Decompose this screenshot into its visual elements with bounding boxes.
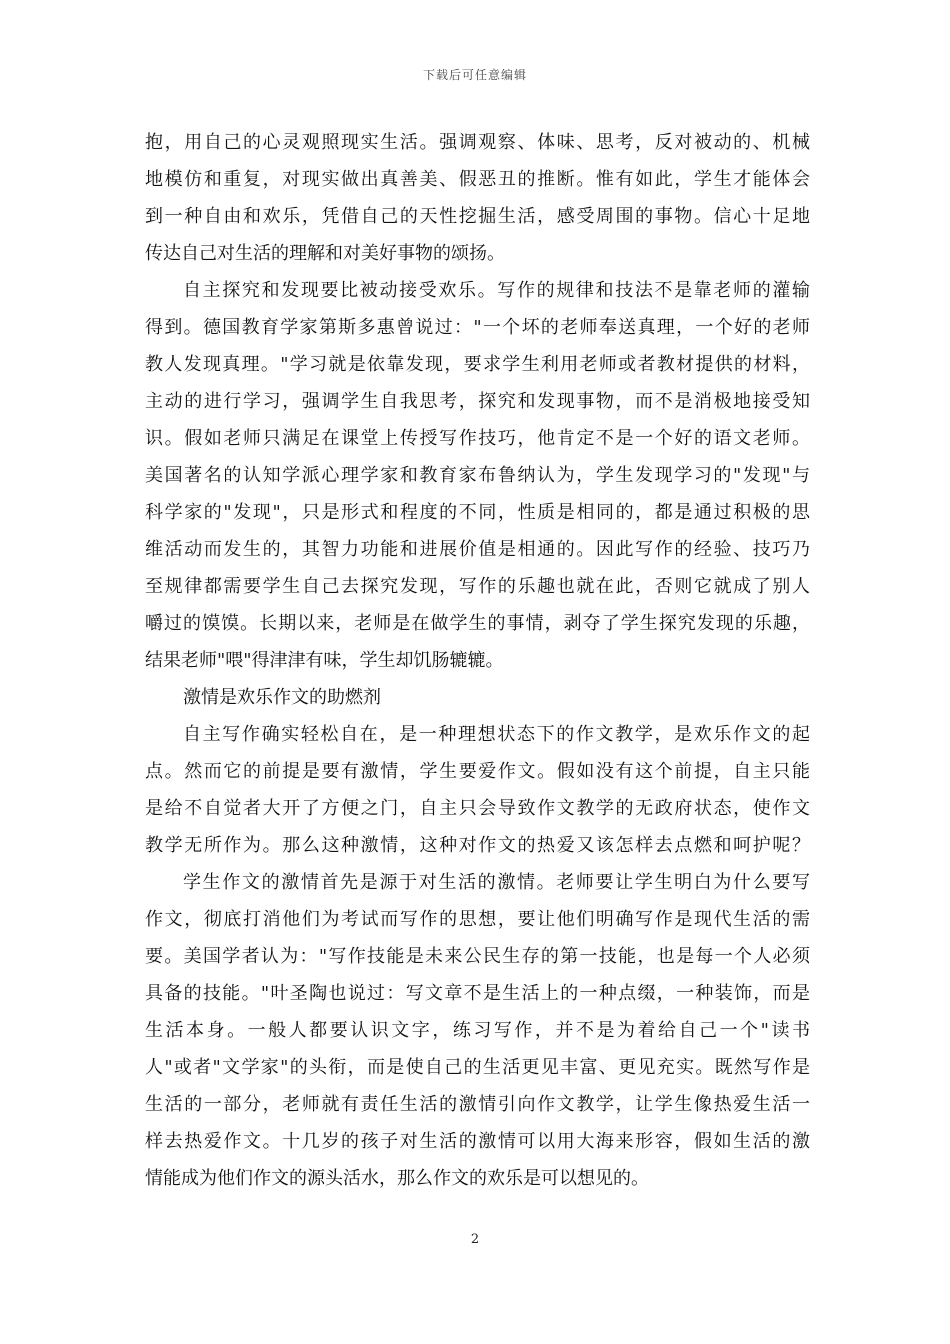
text-line: 教人发现真理。"学习就是依靠发现，要求学生利用老师或者教材提供的材料， [145,354,810,375]
text-line: 情能成为他们作文的源头活水，那么作文的欢乐是可以想见的。 [145,1168,649,1189]
page-number: 2 [470,1232,480,1247]
text-line: 结果老师"喂"得津津有味，学生却饥肠辘辘。 [145,650,504,671]
text-line: 主动的进行学习，强调学生自我思考，探究和发现事物，而不是消极地接受知 [145,391,810,412]
text-line: 激情是欢乐作文的助燃剂 [183,687,381,708]
text-line: 样去热爱作文。十几岁的孩子对生活的激情可以用大海来形容，假如生活的激 [145,1131,810,1152]
text-line: 生活本身。一般人都要认识文字，练习写作，并不是为着给自己一个"读书 [145,1020,810,1041]
text-line: 教学无所作为。那么这种激情，这种对作文的热爱又该怎样去点燃和呵护呢？ [145,835,810,856]
text-line: 作文，彻底打消他们为考试而写作的思想，要让他们明确写作是现代生活的需 [145,909,810,930]
text-line: 具备的技能。"叶圣陶也说过：写文章不是生活上的一种点缀，一种装饰，而是 [145,983,810,1004]
text-line: 要。美国学者认为："写作技能是未来公民生存的第一技能，也是每一个人必须 [145,946,810,967]
page-header: 下载后可任意编辑 [422,68,527,82]
text-line: 抱，用自己的心灵观照现实生活。强调观察、体味、思考，反对被动的、机械 [145,132,810,153]
text-line: 维活动而发生的，其智力功能和进展价值是相通的。因此写作的经验、技巧乃 [145,539,810,560]
text-line: 至规律都需要学生自己去探究发现，写作的乐趣也就在此，否则它就成了别人 [145,576,810,597]
text-line: 点。然而它的前提是要有激情，学生要爱作文。假如没有这个前提，自主只能 [145,761,810,782]
text-line: 嚼过的馍馍。长期以来，老师是在做学生的事情，剥夺了学生探究发现的乐趣， [145,613,810,634]
text-line: 生活的一部分，老师就有责任生活的激情引向作文教学，让学生像热爱生活一 [145,1094,810,1115]
text-line: 得到。德国教育学家第斯多惠曾说过："一个坏的老师奉送真理，一个好的老师 [145,317,810,338]
text-line: 传达自己对生活的理解和对美好事物的颂扬。 [145,243,505,264]
text-line: 人"或者"文学家"的头衔，而是使自己的生活更见丰富、更见充实。既然写作是 [145,1057,810,1078]
text-line: 是给不自觉者大开了方便之门，自主只会导致作文教学的无政府状态，使作文 [145,798,810,819]
document-body [145,124,810,1197]
text-line: 识。假如老师只满足在课堂上传授写作技巧，他肯定不是一个好的语文老师。 [145,428,810,449]
text-line: 学生作文的激情首先是源于对生活的激情。老师要让学生明白为什么要写 [183,872,810,893]
text-line: 地模仿和重复，对现实做出真善美、假恶丑的推断。惟有如此，学生才能体会 [145,169,810,190]
text-line: 自主探究和发现要比被动接受欢乐。写作的规律和技法不是靠老师的灌输 [183,280,810,301]
text-line: 科学家的"发现"，只是形式和程度的不同，性质是相同的，都是通过积极的思 [145,502,810,523]
text-line: 自主写作确实轻松自在，是一种理想状态下的作文教学，是欢乐作文的起 [183,724,810,745]
text-line: 到一种自由和欢乐，凭借自己的天性挖掘生活，感受周围的事物。信心十足地 [145,206,810,227]
text-line: 美国著名的认知学派心理学家和教育家布鲁纳认为，学生发现学习的"发现"与 [145,465,810,486]
